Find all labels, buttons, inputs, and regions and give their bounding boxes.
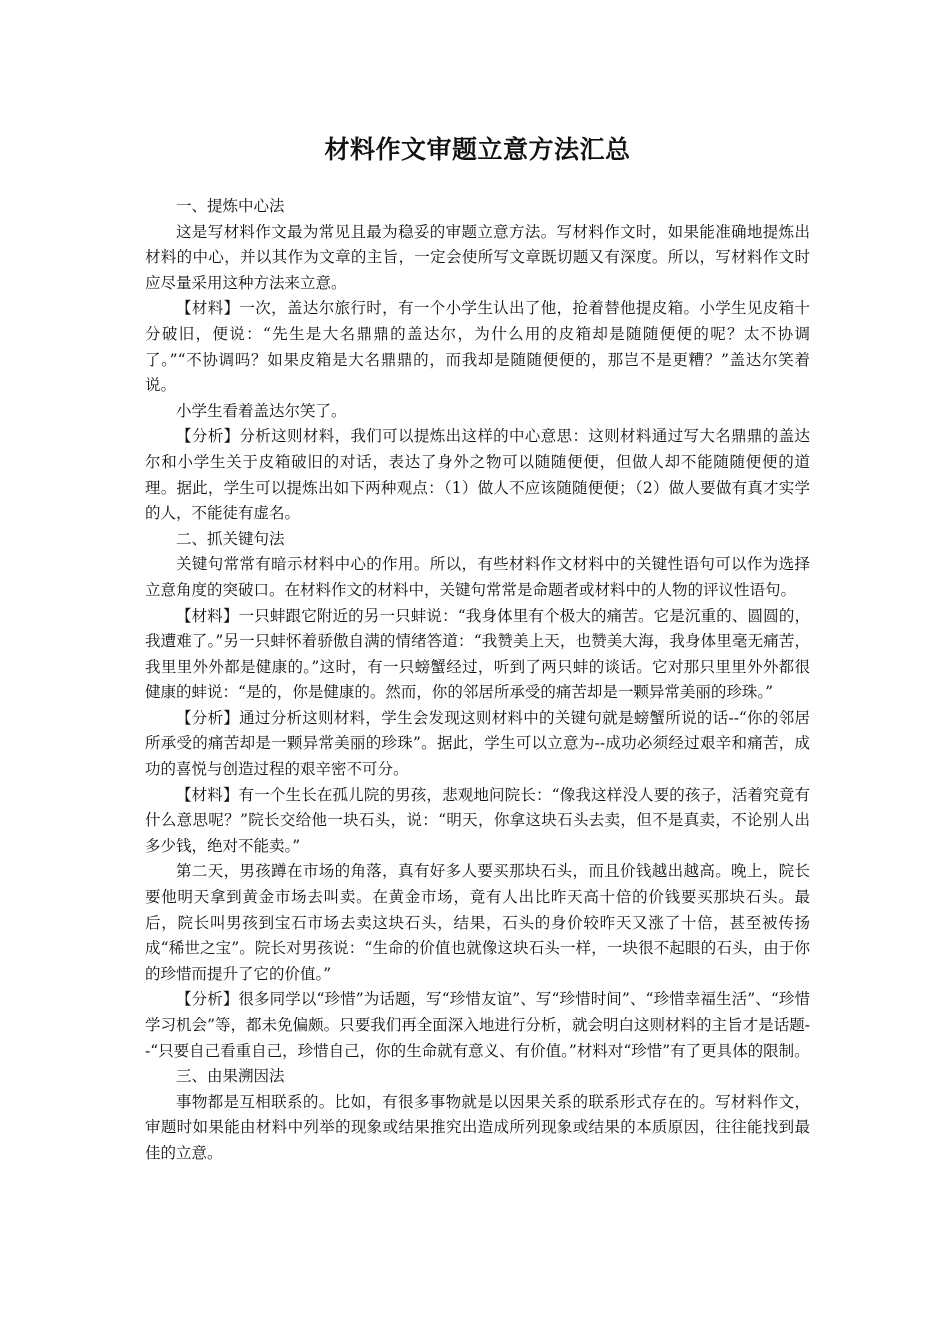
paragraph-analysis: 【分析】通过分析这则材料，学生会发现这则材料中的关键句就是螃蟹所说的话--“你的邻居所承受的痛苦却是一颗异常美丽的珍珠”。据此，学生可以立意为--成功必须经过艰辛和痛苦，成功的喜悦与创造过程的艰辛密不可分。 <box>145 708 810 779</box>
paragraph: 小学生看着盖达尔笑了。 <box>176 401 347 420</box>
paragraph: 事物都是互相联系的。比如，有很多事物就是以因果关系的联系形式存在的。写材料作文，审题时如果能由材料中列举的现象或结果推究出造成所列现象或结果的本质原因，往往能找到最佳的立意。 <box>145 1092 810 1162</box>
document-title: 材料作文审题立意方法汇总 <box>324 135 631 164</box>
paragraph: 这是写材料作文最为常见且最为稳妥的审题立意方法。写材料作文时，如果能准确地提炼出材料的中心，并以其作为文章的主旨，一定会使所写文章既切题又有深度。所以，写材料作文时应尽量采用这种方法来立意。 <box>145 222 810 292</box>
paragraph-analysis: 【分析】分析这则材料，我们可以提炼出这样的中心意思：这则材料通过写大名鼎鼎的盖达尔和小学生关于皮箱破旧的对话，表达了身外之物可以随随便便，但做人却不能随随便便的道理。据此，学生可以提炼出如下两种观点：（1）做人不应该随随便便；（2）做人要做有真才实学的人，不能徒有虚名。 <box>145 427 810 523</box>
section-heading-1: 一、提炼中心法 <box>176 197 285 215</box>
paragraph: 第二天，男孩蹲在市场的角落，真有好多人要买那块石头，而且价钱越出越高。晚上，院长要他明天拿到黄金市场去叫卖。在黄金市场，竟有人出比昨天高十倍的价钱要买那块石头。最后，院长叫男孩到宝石市场去卖这块石头，结果，石头的身价较昨天又涨了十倍，甚至被传扬成“稀世之宝”。院长对男孩说：“生命的价值也就像这块石头一样，一块很不起眼的石头，由于你的珍惜而提升了它的价值。” <box>145 862 810 983</box>
section-heading-2: 二、抓关键句法 <box>176 529 285 548</box>
paragraph-analysis: 【分析】很多同学以“珍惜”为话题，写“珍惜友谊”、写“珍惜时间”、“珍惜幸福生活”、“珍惜学习机会”等，都未免偏颇。只要我们再全面深入地进行分析，就会明白这则材料的主旨才是话题--“只要自己看重自己，珍惜自己，你的生命就有意义、有价值。”材料对“珍惜”有了更具体的限制。 <box>145 990 810 1060</box>
paragraph-material: 【材料】一次，盖达尔旅行时，有一个小学生认出了他，抢着替他提皮箱。小学生见皮箱十分破旧，便说：“先生是大名鼎鼎的盖达尔，为什么用的皮箱却是随随便便的呢？太不协调了。”“不协调吗？如果皮箱是大名鼎鼎的，而我却是随随便便的，那岂不是更糟？”盖达尔笑着说。 <box>145 299 810 395</box>
paragraph-material: 【材料】有一个生长在孤儿院的男孩，悲观地问院长：“像我这样没人要的孩子，活着究竟有什么意思呢？”院长交给他一块石头，说：“明天，你拿这块石头去卖，但不是真卖，不论别人出多少钱，绝对不能卖。” <box>145 785 810 855</box>
document-page <box>145 130 810 1167</box>
paragraph: 关键句常常有暗示材料中心的作用。所以，有些材料作文材料中的关键性语句可以作为选择立意角度的突破口。在材料作文的材料中，关键句常常是命题者或材料中的人物的评议性语句。 <box>145 555 810 599</box>
paragraph-material: 【材料】一只蚌跟它附近的另一只蚌说：“我身体里有个极大的痛苦。它是沉重的、圆圆的，我遭难了。”另一只蚌怀着骄傲自满的情绪答道：“我赞美上天，也赞美大海，我身体里毫无痛苦，我里里外外都是健康的。”这时，有一只螃蟹经过，听到了两只蚌的谈话。它对那只里里外外都很健康的蚌说：“是的，你是健康的。然而，你的邻居所承受的痛苦却是一颗异常美丽的珍珠。” <box>145 606 810 702</box>
section-heading-3: 三、由果溯因法 <box>176 1067 285 1086</box>
